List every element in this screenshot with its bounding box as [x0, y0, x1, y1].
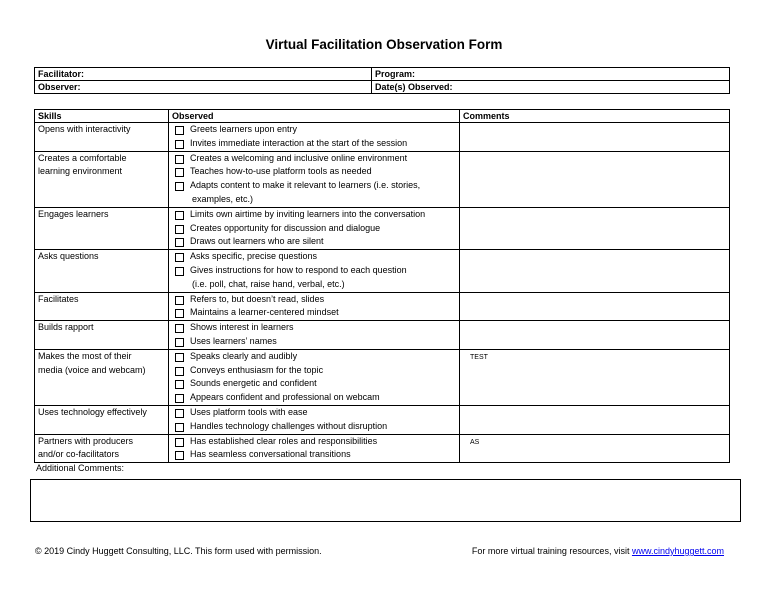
observed-item: [172, 435, 456, 449]
checkbox[interactable]: [175, 155, 184, 164]
checkbox[interactable]: [175, 438, 184, 447]
table-row: [35, 151, 730, 207]
checkbox[interactable]: [175, 140, 184, 149]
observed-item-label: Maintains a learner-centered mindset: [190, 307, 339, 318]
checkbox[interactable]: [175, 168, 184, 177]
skill-label: learning environment: [38, 166, 123, 177]
observed-item: [172, 377, 456, 391]
checkbox[interactable]: [175, 309, 184, 318]
comment-cell[interactable]: TEST: [460, 349, 730, 405]
observed-item: [172, 306, 456, 320]
skills-table: [34, 109, 730, 463]
checkbox[interactable]: [175, 409, 184, 418]
skill-cell: [35, 349, 169, 405]
observed-cell: [169, 434, 460, 463]
table-header-row: [35, 110, 730, 123]
observed-item: [172, 364, 456, 378]
observed-item: [172, 123, 456, 137]
skill-cell: [35, 292, 169, 321]
observed-header: Observed: [169, 110, 460, 123]
skill-label: Engages learners: [38, 208, 109, 219]
observed-item: [172, 335, 456, 349]
checkbox[interactable]: [175, 267, 184, 276]
checkbox[interactable]: [175, 225, 184, 234]
skill-label: Creates a comfortable: [38, 152, 127, 163]
observed-item-label: Uses learners’ names: [190, 335, 277, 346]
skill-cell: [35, 207, 169, 249]
observed-item: [172, 165, 456, 179]
checkbox[interactable]: [175, 324, 184, 333]
observed-cell: [169, 405, 460, 434]
observed-item: [172, 293, 456, 307]
observed-item-label: Gives instructions for how to respond to each question: [190, 264, 407, 275]
checkbox[interactable]: [175, 296, 184, 305]
skill-label: Builds rapport: [38, 322, 94, 333]
table-row: [35, 405, 730, 434]
observed-item-label: Greets learners upon entry: [190, 124, 298, 134]
checkbox[interactable]: [175, 394, 184, 403]
skill-label: and/or co-facilitators: [38, 449, 120, 460]
skill-cell: [35, 123, 169, 152]
observed-cell: [169, 207, 460, 249]
observed-item-label: Has seamless conversational transitions: [190, 449, 351, 460]
observed-item-label: Refers to, but doesn’t read, slides: [190, 293, 325, 304]
comments-header: Comments: [460, 110, 730, 123]
observed-cell: [169, 321, 460, 350]
observed-item-label: Sounds energetic and confident: [190, 378, 317, 389]
comment-cell[interactable]: [460, 321, 730, 350]
observed-cell: [169, 292, 460, 321]
observer-field[interactable]: Observer:: [35, 81, 372, 94]
checkbox[interactable]: [175, 423, 184, 432]
observed-item-label: Appears confident and professional on webcam: [190, 392, 380, 403]
comment-cell[interactable]: [460, 123, 730, 152]
observed-item: [172, 179, 456, 193]
skill-label: media (voice and webcam): [38, 364, 146, 375]
observed-item-label: Asks specific, precise questions: [190, 251, 318, 262]
skill-label: Partners with producers: [38, 435, 134, 446]
checkbox[interactable]: [175, 338, 184, 347]
skill-label: Makes the most of their: [38, 350, 132, 361]
observed-item: [172, 208, 456, 222]
comment-cell[interactable]: AS: [460, 434, 730, 463]
skill-cell: [35, 250, 169, 292]
table-row: [35, 207, 730, 249]
website-link[interactable]: www.cindyhuggett.com: [631, 546, 724, 556]
observed-item-label: Draws out learners who are silent: [190, 236, 324, 247]
skill-label: Uses technology effectively: [38, 406, 147, 417]
observed-cell: [169, 349, 460, 405]
additional-comments-box[interactable]: [30, 479, 741, 522]
skills-header: Skills: [35, 110, 169, 123]
observed-cell: [169, 123, 460, 152]
skill-label: Asks questions: [38, 251, 99, 262]
observed-item: [172, 350, 456, 364]
additional-comments-label: Additional Comments:: [36, 463, 125, 473]
facilitator-field[interactable]: Facilitator:: [35, 68, 372, 81]
program-field[interactable]: Program:: [372, 68, 730, 81]
observed-item-label: Creates a welcoming and inclusive online environment: [190, 152, 408, 163]
comment-cell[interactable]: [460, 292, 730, 321]
checkbox[interactable]: [175, 353, 184, 362]
table-row: [35, 434, 730, 463]
observed-item: [172, 406, 456, 420]
skill-cell: [35, 434, 169, 463]
dates-observed-field[interactable]: Date(s) Observed:: [372, 81, 730, 94]
observed-item: [172, 448, 456, 462]
checkbox[interactable]: [175, 380, 184, 389]
observed-item: [172, 420, 456, 434]
checkbox[interactable]: [175, 182, 184, 191]
skill-cell: [35, 151, 169, 207]
comment-cell[interactable]: [460, 207, 730, 249]
observed-item-continuation: examples, etc.): [192, 193, 254, 204]
checkbox[interactable]: [175, 367, 184, 376]
observed-item-label: Speaks clearly and audibly: [190, 350, 298, 361]
table-row: [35, 250, 730, 292]
table-row: [35, 321, 730, 350]
skill-cell: [35, 321, 169, 350]
observed-item-label: Limits own airtime by inviting learners into the conversation: [190, 208, 426, 219]
form-title: Virtual Facilitation Observation Form: [265, 37, 503, 52]
comment-cell[interactable]: [460, 250, 730, 292]
checkbox[interactable]: [175, 211, 184, 220]
observed-item-label: Adapts content to make it relevant to learners (i.e. stories,: [190, 180, 421, 191]
copyright-text: © 2019 Cindy Huggett Consulting, LLC. This form used with permission.: [35, 546, 322, 556]
observed-item-label: Invites immediate interaction at the start of the session: [190, 137, 408, 148]
skill-label: Facilitates: [38, 293, 79, 304]
observed-item: [172, 152, 456, 166]
checkbox[interactable]: [175, 126, 184, 135]
footer-resources-text: For more virtual training resources, visit: [471, 546, 632, 556]
table-row: [35, 292, 730, 321]
observed-item: [172, 391, 456, 405]
observed-item-label: Conveys enthusiasm for the topic: [190, 364, 324, 375]
comment-cell[interactable]: [460, 151, 730, 207]
table-row: [35, 349, 730, 405]
observed-item-continuation: (i.e. poll, chat, raise hand, verbal, etc.): [192, 278, 345, 289]
observed-item-label: Handles technology challenges without disruption: [190, 420, 388, 431]
observed-item-label: Teaches how-to-use platform tools as needed: [190, 166, 372, 177]
skill-label: Opens with interactivity: [38, 124, 131, 134]
observed-item: [172, 321, 456, 335]
comment-cell[interactable]: [460, 405, 730, 434]
observed-item-label: Creates opportunity for discussion and dialogue: [190, 222, 381, 233]
footer-resources: [472, 546, 724, 556]
observed-cell: [169, 250, 460, 292]
observed-item: [172, 137, 456, 151]
observed-item: [172, 250, 456, 264]
observed-item-label: Uses platform tools with ease: [190, 406, 308, 417]
checkbox[interactable]: [175, 238, 184, 247]
observed-cell: [169, 151, 460, 207]
checkbox[interactable]: [175, 253, 184, 262]
skill-cell: [35, 405, 169, 434]
observed-item: [172, 235, 456, 249]
observed-item-label: Has established clear roles and responsibilities: [190, 435, 378, 446]
observed-item: [172, 264, 456, 278]
info-table: [34, 67, 730, 94]
checkbox[interactable]: [175, 451, 184, 460]
observed-item: [172, 222, 456, 236]
observed-item-label: Shows interest in learners: [190, 322, 294, 333]
table-row: [35, 123, 730, 152]
